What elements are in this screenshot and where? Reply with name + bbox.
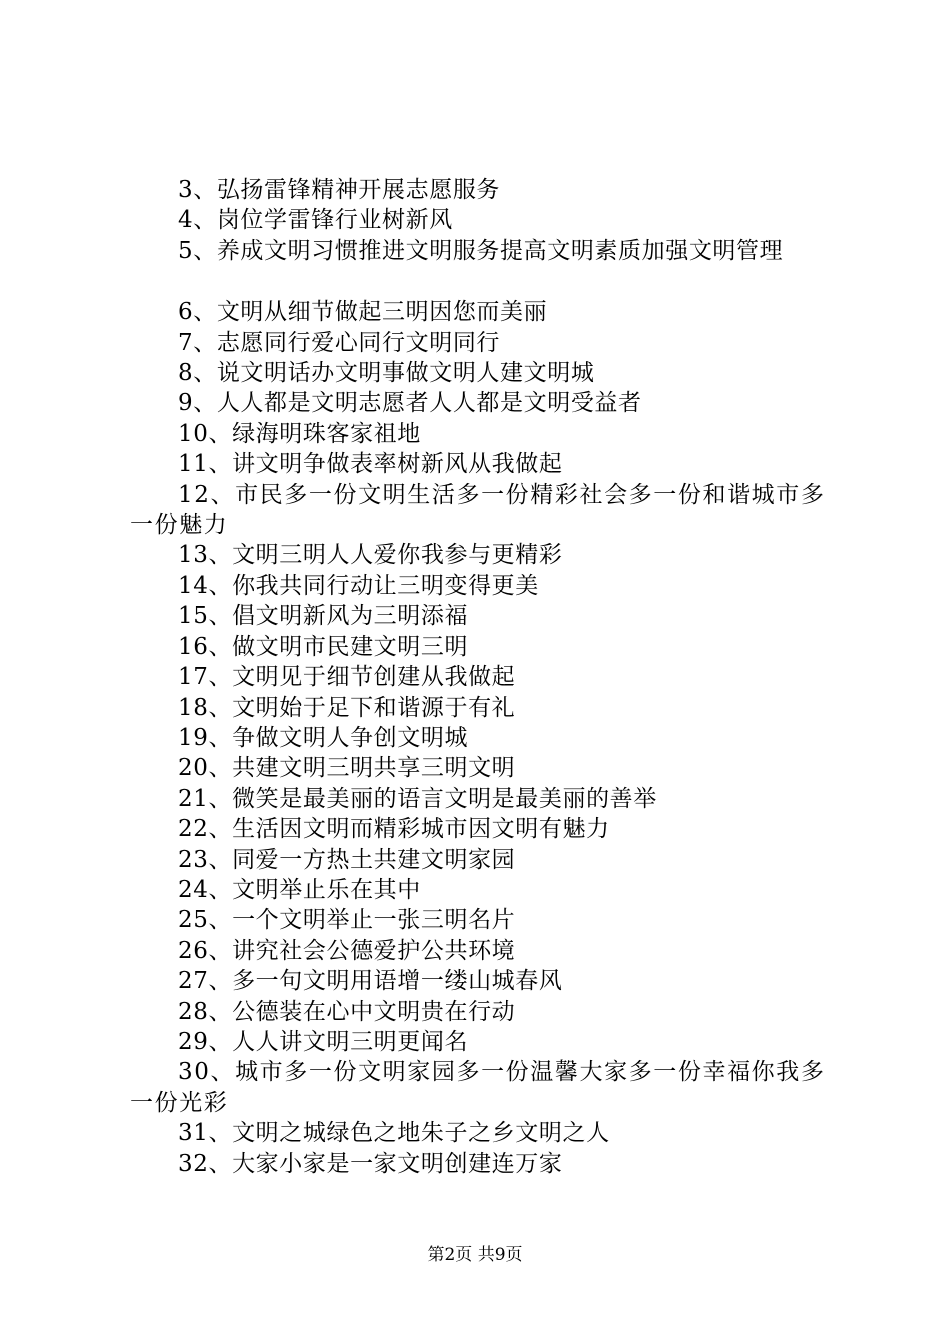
list-item: 17、文明见于细节创建从我做起 <box>178 664 516 691</box>
list-item: 12、市民多一份文明生活多一份精彩社会多一份和谐城市多一份魅力 <box>130 481 826 539</box>
list-item: 3、弘扬雷锋精神开展志愿服务 <box>178 177 501 203</box>
list-item: 5、养成文明习惯推进文明服务提高文明素质加强文明管理 <box>178 237 784 264</box>
list-item: 18、文明始于足下和谐源于有礼 <box>178 694 516 721</box>
list-item: 23、同爱一方热土共建文明家园 <box>178 846 516 873</box>
list-item: 31、文明之城绿色之地朱子之乡文明之人 <box>178 1120 610 1147</box>
list-item: 20、共建文明三明共享三明文明 <box>178 755 516 782</box>
list-item: 30、城市多一份文明家园多一份温馨大家多一份幸福你我多一份光彩 <box>130 1059 826 1116</box>
list-item: 16、做文明市民建文明三明 <box>178 633 469 660</box>
list-item: 22、生活因文明而精彩城市因文明有魅力 <box>178 816 610 843</box>
list-item: 11、讲文明争做表率树新风从我做起 <box>178 451 563 478</box>
list-item: 28、公德装在心中文明贵在行动 <box>178 998 516 1025</box>
list-item: 8、说文明话办文明事做文明人建文明城 <box>178 360 595 387</box>
document-body <box>130 175 830 1179</box>
list-item: 21、微笑是最美丽的语言文明是最美丽的善举 <box>178 785 657 812</box>
list-item: 26、讲究社会公德爱护公共环境 <box>178 937 516 964</box>
list-item: 14、你我共同行动让三明变得更美 <box>178 572 539 599</box>
list-item: 24、文明举止乐在其中 <box>178 876 421 903</box>
list-item: 15、倡文明新风为三明添福 <box>178 603 469 630</box>
list-item: 7、志愿同行爱心同行文明同行 <box>178 329 501 356</box>
list-item: 13、文明三明人人爱你我参与更精彩 <box>178 542 563 569</box>
page-number-footer: 第2页 共9页 <box>427 1245 523 1265</box>
list-item: 25、一个文明举止一张三明名片 <box>178 907 516 934</box>
list-item: 4、岗位学雷锋行业树新风 <box>178 207 453 234</box>
blank-line <box>130 266 830 297</box>
list-item: 29、人人讲文明三明更闻名 <box>178 1028 469 1055</box>
list-item: 10、绿海明珠客家祖地 <box>178 420 421 447</box>
list-item: 27、多一句文明用语增一缕山城春风 <box>178 968 563 995</box>
list-item: 6、文明从细节做起三明因您而美丽 <box>178 299 548 326</box>
list-item: 32、大家小家是一家文明创建连万家 <box>178 1150 563 1177</box>
list-item: 9、人人都是文明志愿者人人都是文明受益者 <box>178 390 642 417</box>
list-item: 19、争做文明人争创文明城 <box>178 724 469 751</box>
